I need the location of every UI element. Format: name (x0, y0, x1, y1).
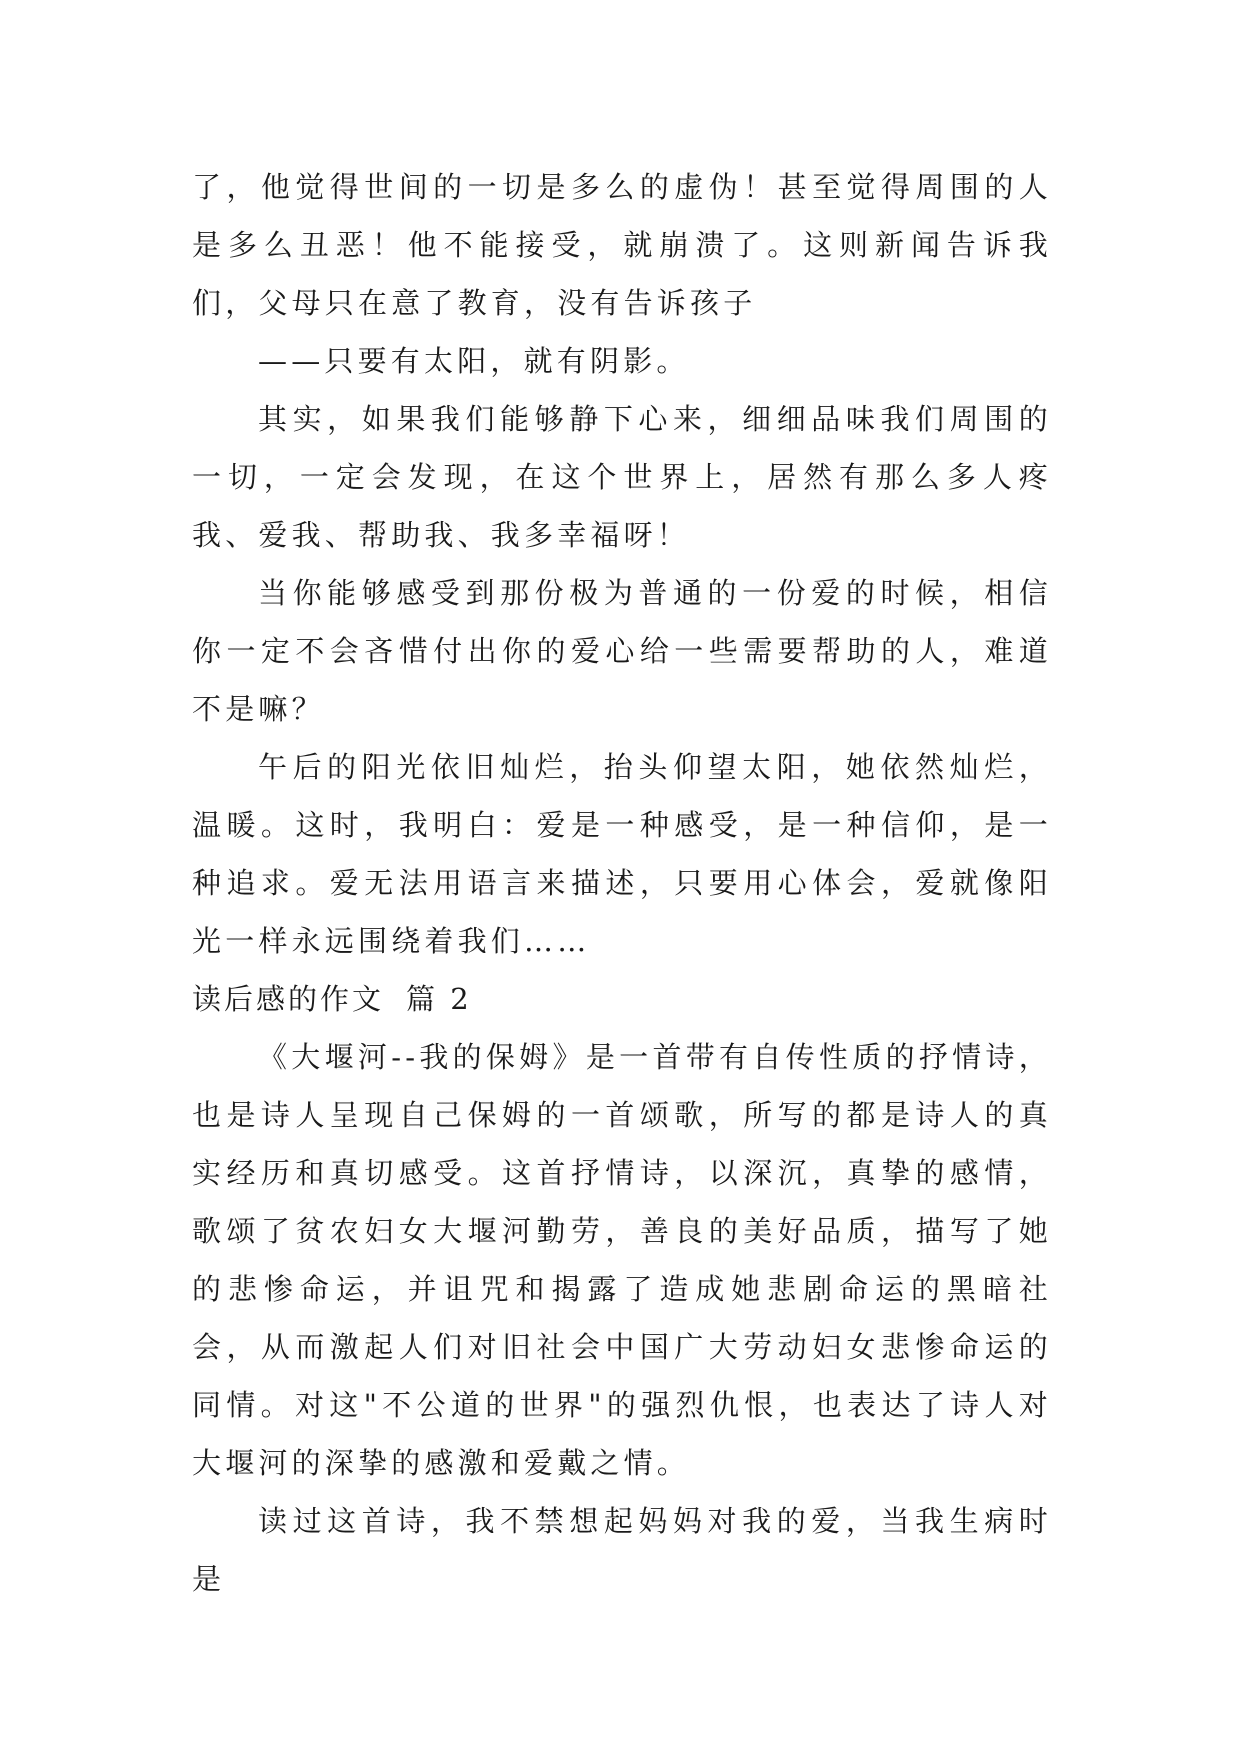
paragraph: 读过这首诗，我不禁想起妈妈对我的爱，当我生病时是 (192, 1504, 1052, 1596)
document-body (192, 158, 1052, 1608)
paragraph: 当你能够感受到那份极为普通的一份爱的时候，相信你一定不会吝惜付出你的爱心给一些需要帮助的人，难道不是嘛？ (192, 576, 1052, 726)
section-heading-label: 篇 2 (406, 982, 472, 1016)
section-heading-title: 读后感的作文 (192, 982, 385, 1016)
paragraph: ——只要有太阳，就有阴影。 (258, 344, 690, 378)
paragraph: 午后的阳光依旧灿烂，抬头仰望太阳，她依然灿烂，温暖。这时，我明白：爱是一种感受，是一种信仰，是一种追求。爱无法用语言来描述，只要用心体会，爱就像阳光一样永远围绕着我们…… (192, 750, 1052, 958)
paragraph: 《大堰河--我的保姆》是一首带有自传性质的抒情诗，也是诗人呈现自己保姆的一首颂歌，所写的都是诗人的真实经历和真切感受。这首抒情诗，以深沉，真挚的感情，歌颂了贫农妇女大堰河勤劳，善良的美好品质，描写了她的悲惨命运，并诅咒和揭露了造成她悲剧命运的黑暗社会，从而激起人们对旧社会中国广大劳动妇女悲惨命运的同情。对这"不公道的世界"的强烈仇恨，也表达了诗人对大堰河的深挚的感激和爱戴之情。 (192, 1040, 1052, 1480)
paragraph: 其实，如果我们能够静下心来，细细品味我们周围的一切，一定会发现，在这个世界上，居然有那么多人疼我、爱我、帮助我、我多幸福呀！ (192, 402, 1052, 552)
paragraph: 了，他觉得世间的一切是多么的虚伪！甚至觉得周围的人是多么丑恶！他不能接受，就崩溃了。这则新闻告诉我们，父母只在意了教育，没有告诉孩子 (192, 170, 1052, 320)
section-heading (192, 970, 1052, 1028)
